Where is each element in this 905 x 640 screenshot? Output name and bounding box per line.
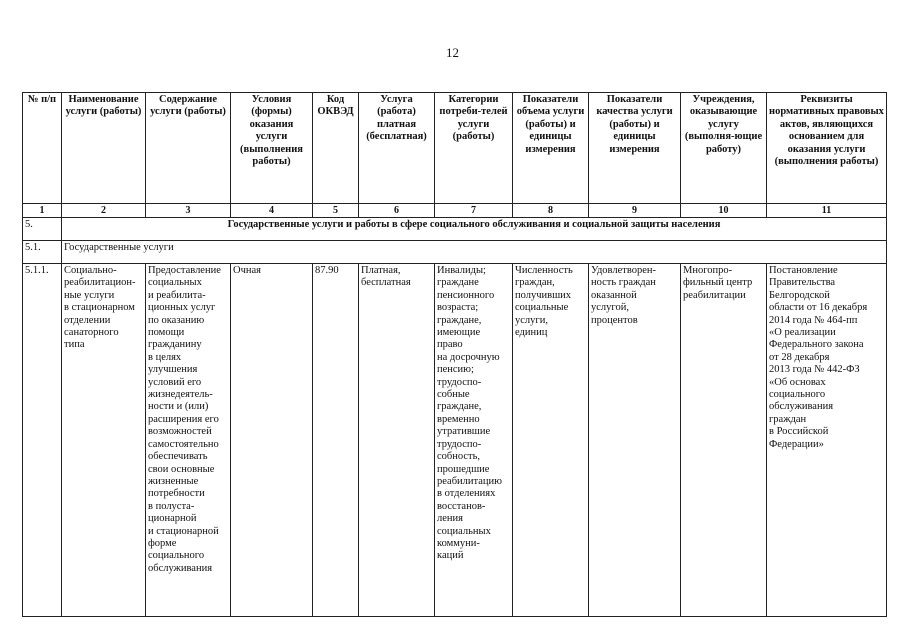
row-institutions: Многопро- фильный центр реабилитации (681, 264, 767, 617)
header-institutions: Учреждения, оказывающие услугу (выполня-ющие работу) (681, 93, 767, 204)
row-service-name: Социально- реабилитацион- ные услуги в стационарном отделении санаторного типа (62, 264, 146, 617)
header-okved: Код ОКВЭД (313, 93, 359, 204)
row-okved: 87.90 (313, 264, 359, 617)
header-content: Содержание услуги (работы) (146, 93, 231, 204)
subsection-row (23, 241, 887, 264)
column-number: 8 (513, 204, 589, 218)
header-num: № п/п (23, 93, 62, 204)
section-number: 5. (23, 218, 62, 241)
header-volume: Показатели объема услуги (работы) и единицы измерения (513, 93, 589, 204)
subsection-title: Государственные услуги (62, 241, 887, 264)
row-volume: Численность граждан, получивших социальные услуги, единиц (513, 264, 589, 617)
column-number: 4 (231, 204, 313, 218)
column-number: 1 (23, 204, 62, 218)
header-row (23, 93, 887, 204)
services-table (22, 92, 887, 617)
header-paid: Услуга (работа) платная (бесплатная) (359, 93, 435, 204)
column-number: 11 (767, 204, 887, 218)
column-number: 9 (589, 204, 681, 218)
section-title: Государственные услуги и работы в сфере социального обслуживания и социальной защиты населения (62, 218, 887, 241)
section-row (23, 218, 887, 241)
row-categories: Инвалиды; граждане пенсионного возраста; граждане, имеющие право на досрочную пенсию; трудоспо- собные граждане, временно утратившие трудоспо- собность, прошедшие реабилитацию в отделениях восстанов- ления социальных коммуни- каций (435, 264, 513, 617)
header-conditions: Условия (формы) оказания услуги (выполнения работы) (231, 93, 313, 204)
column-number: 7 (435, 204, 513, 218)
row-service-content: Предоставление социальных и реабилита- ционных услуг по оказанию помощи гражданину в целях улучшения условий его жизнедеятель- ности и (или) расширения его возможностей самостоятельно обеспечивать свои основные жизненные потребности в полуста- ционарной и стационарной форме социального обслуживания (146, 264, 231, 617)
row-legal-acts: Постановление Правительства Белгородской области от 16 декабря 2014 года № 464-пп «О реализации Федерального закона от 28 декабря 2013 года № 442-ФЗ «Об основах социального обслуживания граждан в Российской Федерации» (767, 264, 887, 617)
header-name: Наименование услуги (работы) (62, 93, 146, 204)
header-acts: Реквизиты нормативных правовых актов, являющихся основанием для оказания услуги (выполнения работы) (767, 93, 887, 204)
column-number: 5 (313, 204, 359, 218)
header-quality: Показатели качества услуги (работы) и единицы измерения (589, 93, 681, 204)
page-number: 12 (446, 45, 459, 60)
row-number: 5.1.1. (23, 264, 62, 617)
row-quality: Удовлетворен- ность граждан оказанной услугой, процентов (589, 264, 681, 617)
row-paid: Платная, бесплатная (359, 264, 435, 617)
column-number: 3 (146, 204, 231, 218)
column-number: 6 (359, 204, 435, 218)
column-number: 2 (62, 204, 146, 218)
header-categories: Категории потреби-телей услуги (работы) (435, 93, 513, 204)
column-number: 10 (681, 204, 767, 218)
column-numbers-row (23, 204, 887, 218)
subsection-number: 5.1. (23, 241, 62, 264)
row-form: Очная (231, 264, 313, 617)
table-row (23, 264, 887, 617)
